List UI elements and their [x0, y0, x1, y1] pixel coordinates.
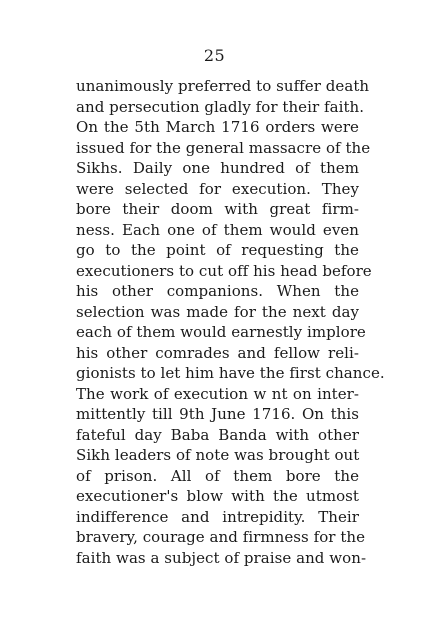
text-line-24: faith was a subject of praise and won-: [76, 548, 367, 567]
text-line-14: his other comrades and fellow reli-: [76, 343, 359, 362]
text-line-15: gionists to let him have the first chance.: [76, 364, 385, 382]
text-line-18: fateful day Baba Banda with other: [76, 425, 359, 444]
text-line-12: selection was made for the next day: [76, 302, 359, 321]
text-line-21: executioner's blow with the utmost: [76, 487, 359, 505]
text-line-9: go to the point of requesting the: [76, 241, 359, 259]
text-line-10: executioners to cut off his head before: [76, 261, 372, 280]
text-line-3: On the 5th March 1716 orders were: [76, 118, 359, 136]
text-line-7: bore their doom with great firm-: [76, 200, 359, 218]
text-line-8: ness. Each one of them would even: [76, 220, 359, 239]
text-line-19: Sikh leaders of note was brought out: [76, 446, 360, 464]
text-line-4: issued for the general massacre of the: [76, 138, 371, 157]
text-line-13: each of them would earnestly implore: [76, 323, 366, 341]
text-line-6: were selected for execution. They: [76, 179, 359, 198]
text-line-22: indifference and intrepidity. Their: [76, 507, 359, 526]
text-line-2: and persecution gladly for their faith.: [76, 97, 365, 116]
text-line-20: of prison. All of them bore the: [76, 466, 359, 485]
body-text: [76, 76, 385, 568]
text-line-5: Sikhs. Daily one hundred of them: [76, 159, 359, 177]
page-number: 25: [203, 46, 226, 65]
text-line-17: mittently till 9th June 1716. On this: [76, 405, 359, 423]
text-line-16: The work of execution w nt on inter-: [76, 384, 359, 403]
text-line-1: unanimously preferred to suffer death: [76, 77, 370, 95]
text-line-23: bravery, courage and firmness for the: [76, 528, 366, 546]
text-line-11: his other companions. When the: [76, 282, 359, 300]
